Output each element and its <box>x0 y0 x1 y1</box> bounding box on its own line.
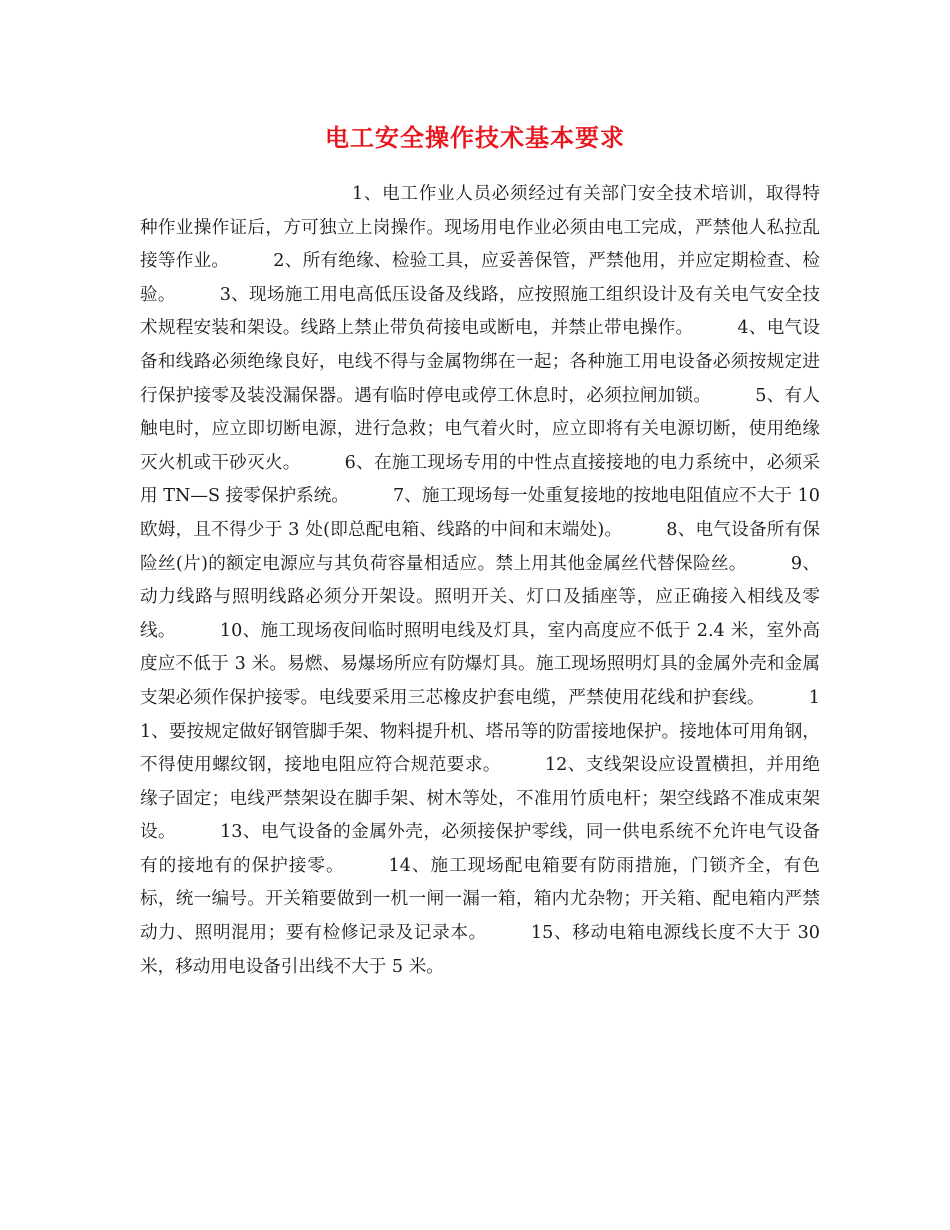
requirement-item-2: 2、所有绝缘、检验工具，应妥善保管，严禁他用，并应定期检查、检验。 <box>140 251 820 305</box>
requirement-item-6: 6、在施工现场专用的中性点直接接地的电力系统中，必须采用 TN—S 接零保护系统。 <box>140 452 820 507</box>
requirement-item-14: 14、施工现场配电箱要有防雨措施，门锁齐全，有色标，统一编号。开关箱要做到一机一闸一漏一箱，箱内尤杂物；开关箱、配电箱内严禁动力、照明混用；要有检修记录及记录本。 <box>140 855 820 944</box>
requirement-item-5: 5、有人触电时，应立即切断电源，进行急救；电气着火时，应立即将有关电源切断，使用绝缘灭火机或干砂灭火。 <box>140 385 820 473</box>
requirement-item-15: 15、移动电箱电源线长度不大于 30 米，移动用电设备引出线不大于 5 米。 <box>140 923 820 977</box>
requirement-item-12: 12、支线架设应设置横担，并用绝缘子固定；电线严禁架设在脚手架、树木等处，不准用竹质电杆；架空线路不准成束架设。 <box>140 755 820 843</box>
requirement-item-11: 11、要按规定做好钢管脚手架、物料提升机、塔吊等的防雷接地保护。接地体可用角钢，不得使用螺纹钢，接地电阻应符合规范要求。 <box>140 687 820 776</box>
requirement-item-10: 10、施工现场夜间临时照明电线及灯具，室内高度应不低于 2.4 米，室外高度应不低于 3 米。易燃、易爆场所应有防爆灯具。施工现场照明灯具的金属外壳和金属支架必须作保护接零。电线要采用三芯橡皮护套电缆，严禁使用花线和护套线。 <box>140 620 820 708</box>
requirement-item-8: 8、电气设备所有保险丝(片)的额定电源应与其负荷容量相适应。禁上用其他金属丝代替保险丝。 <box>140 519 820 574</box>
document-title: 电工安全操作技术基本要求 <box>325 124 625 152</box>
requirement-item-13: 13、电气设备的金属外壳，必须接保护零线，同一供电系统不允许电气设备有的接地有的保护接零。 <box>140 822 820 876</box>
requirement-item-3: 3、现场施工用电高低压设备及线路，应按照施工组织设计及有关电气安全技术规程安装和架设。线路上禁止带负荷接电或断电，并禁止带电操作。 <box>140 284 820 339</box>
requirement-item-7: 7、施工现场每一处重复接地的按地电阻值应不大于 10 欧姆，且不得少于 3 处(即总配电箱、线路的中间和末端处)。 <box>140 486 820 540</box>
requirement-item-4: 4、电气设备和线路必须绝缘良好，电线不得与金属物绑在一起；各种施工用电设备必须按规定进行保护接零及装没漏保器。遇有临时停电或停工休息时，必须拉闸加锁。 <box>140 318 820 406</box>
document-body <box>140 178 820 984</box>
requirement-item-1: 1、电工作业人员必须经过有关部门安全技术培训，取得特种作业操作证后，方可独立上岗操作。现场用电作业必须由电工完成，严禁他人私拉乱接等作业。 <box>140 184 820 272</box>
requirement-item-9: 9、动力线路与照明线路必须分开架设。照明开关、灯口及插座等，应正确接入相线及零线。 <box>140 553 820 641</box>
